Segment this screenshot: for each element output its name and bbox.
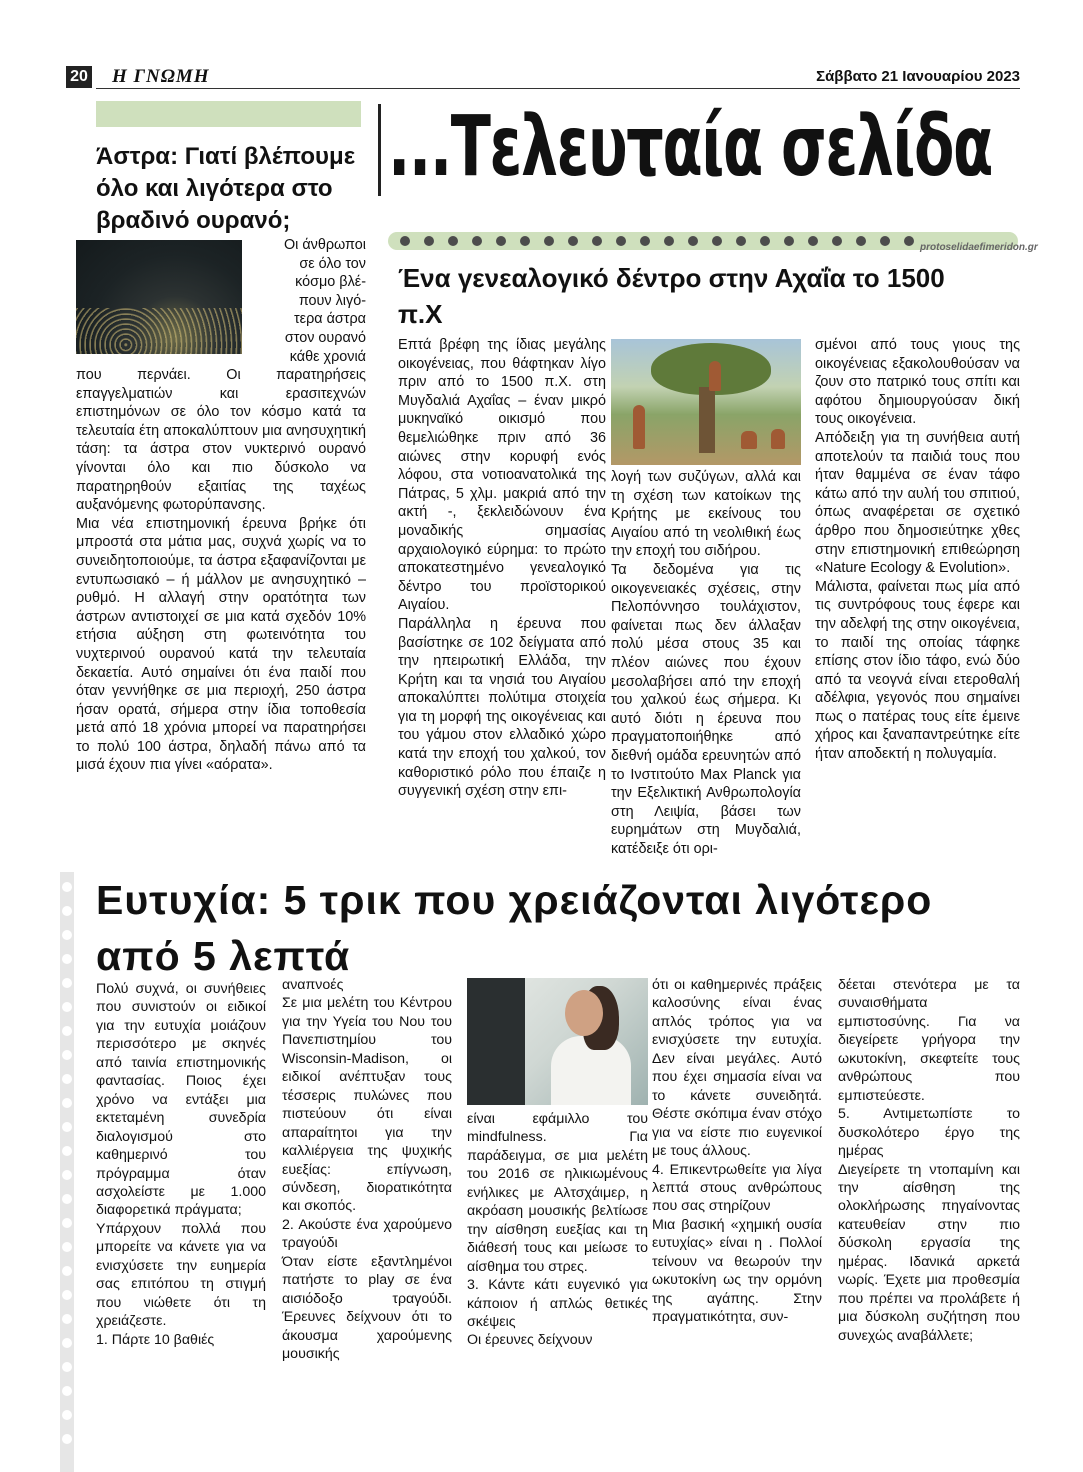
article-happiness-col3 — [467, 1110, 648, 1350]
text-line: κάθε χρονιά — [289, 348, 366, 365]
paragraph: 5. Αντιμετωπίστε το δυσκολότερο έργο της ημέρας — [838, 1106, 1020, 1160]
paragraph: 4. Επικεντρωθείτε για λίγα λεπτά στους ανθρώπους που σας στηρίζουν — [652, 1161, 822, 1215]
paragraph: Υπάρχουν πολλά που μπορείτε να κάνετε για να ενισχύσετε την ευημερία σας επιτόπου τη στιγμή που νιώθετε ότι τη χρειάζεστε. — [96, 1220, 266, 1330]
paragraph: σμένοι από τους γιους της οικογένειας εξακολουθούσαν να ζουν στο πατρικό τους σπίτι και αφότου δημιουργούσαν δική τους οικογένεια. — [815, 337, 1020, 428]
article-achaia-col1 — [398, 336, 606, 801]
paragraph: 2. Ακούστε ένα χαρούμενο τραγούδι — [282, 1216, 452, 1252]
page-number: 20 — [66, 66, 92, 88]
article-achaia-col2 — [611, 468, 801, 858]
article-achaia-col3 — [815, 336, 1020, 764]
paragraph: Διεγείρετε τη ντοπαμίνη και την αίσθηση της ολοκλήρωσης πηγαίνοντας κατευθείαν στην πιο δύσκολη εργασία της ημέρας. Ιδανικά αρκετά νωρίς. Έχετε μια προθεσμία που πρέπει να προλάβετε ή μια δύσκολη συζήτηση που συνεχώς αναβάλλετε; — [838, 1161, 1020, 1344]
smiling-woman-photo — [467, 978, 648, 1105]
article-happiness-col2 — [282, 976, 452, 1364]
article-stars-title: Άστρα: Γιατί βλέπουμε όλο και λιγότερα στο βραδινό ουρανό; — [96, 143, 356, 234]
paragraph: δέεται στενότερα με τα συναισθήματα εμπιστοσύνης. Για να διεγείρετε γρήγορα την ωκυτοκίνη, σκεφτείτε τους ανθρώπους που εμπιστεύεστε. — [838, 977, 1020, 1104]
paragraph: Μια βασική «χημική ουσία ευτυχίας» είναι η . Πολλοί τείνουν να θεωρούν την ωκυτοκίνη ως την ορμόνη της αγάπης. Στην πραγματικότητα, συν- — [652, 1216, 822, 1326]
paragraph: που περνάει. Οι παρατηρήσεις επαγγελματιών και ερασιτεχνών επιστημόνων σε όλο τον κόσμο κατά τα τελευταία έτη αποκαλύπτουν μια ανησυχητική τάση: τα άστρα στον νυκτερινό ουρανό γίνονται όλο και πιο δύσκολο να παρατηρηθούν εξαιτίας της ταχέως αυξανόμενης φωτορύπανσης. — [76, 367, 366, 514]
paragraph: είναι εφάμιλλο του mindfulness. Για παράδειγμα, σε μια μελέτη του 2016 σε ηλικιωμένους ενήλικες με Αλτσχάιμερ, η ακρόαση μουσικής βελτίωσε την αίσθηση ευεξίας και τη διάθεσή τους και μείωσε το αίσθημα του στρες. — [467, 1111, 648, 1275]
watermark: protoselidaefimeridon.gr — [920, 242, 1038, 253]
masthead-rule — [96, 88, 1020, 89]
text-line: Οι άνθρωποι — [283, 237, 366, 253]
article-stars-wrap — [248, 236, 366, 366]
article-happiness-col5 — [838, 976, 1020, 1345]
text-line: πουν λιγό- — [298, 292, 366, 309]
paragraph: ότι οι καθημερινές πράξεις καλοσύνης είναι ένας απλός τρόπος για να ενισχύσετε την ευτυχία. Δεν είναι μεγάλες. Αυτό που έχει σημασία είναι να το κάνετε συνειδητά. Θέστε σκόπιμα έναν στόχο για να είστε πιο ευγενικοί με τους άλλους. — [652, 977, 822, 1160]
text-line: σε όλο τον — [299, 255, 366, 272]
text-line: τερα άστρα — [294, 311, 366, 328]
paragraph: αναπνοές — [282, 977, 344, 993]
text-line: στον ουρανό — [284, 329, 366, 346]
article-happiness-col4 — [652, 976, 822, 1327]
paragraph: λογή των συζύγων, αλλά και τη σχέση των κατοίκων της Κρήτης με εκείνους του Αιγαίου από τη νεολιθική έως την εποχή του σιδήρου. — [611, 469, 801, 560]
article-achaia-title: Ένα γενεαλογικό δέντρο στην Αχαΐα το 1500 π.Χ — [398, 263, 945, 329]
paragraph: Όταν είστε εξαντλημένοι πατήστε το play σε ένα αισιόδοξο τραγούδι. Έρευνες δείχνουν ότι το άκουσμα χαρούμενης μουσικής — [282, 1253, 452, 1363]
paragraph: 3. Κάντε κάτι ευγενικό για κάποιον ή απλώς θετικές σκέψεις — [467, 1277, 648, 1330]
paragraph: Επτά βρέφη της ίδιας μεγάλης οικογένειας, που θάφτηκαν λίγο πριν από το 1500 π.Χ. στη Μυγδαλιά Αχαΐας – έναν μικρό μυκηναϊκό οικισμό που θεμελιώθηκε πριν από 36 αιώνες στην κορυφή ενός λόφου, στα νοτιοανατολικά της Πάτρας, 5 χλμ. μακριά από την ακτή -, ξεκλειδώνουν ένα μοναδικής σημασίας αρχαιολογικό εύρημα: το πρώτο αποκατεστημένο γενεαλογικό δέντρο του προϊστορικού Αιγαίου. — [398, 337, 606, 614]
paragraph: 1. Πάρτε 10 βαθιές — [96, 1331, 215, 1348]
masthead-logo: Η ΓΝΩΜΗ — [112, 66, 210, 87]
paragraph: Πολύ συχνά, οι συνήθειες που συνιστούν οι ειδικοί για την ευτυχία μοιάζουν περισσότερο με σκηνές από ταινία επιστημονικής φαντασίας. Ποιος έχει χρόνο να εντάξει μια εκτεταμένη συνεδρία διαλογισμού στο καθημερινό του πρόγραμμα όταν ασχολείστε με 1.000 διαφορετικά πράγματα; — [96, 981, 266, 1219]
paragraph: Μάλιστα, φαίνεται πως μία από τις συντρόφους τους έφερε και την αδελφή της στην οικογένεια, το παιδί της οποίας τάφηκε επίσης στον ίδιο τάφο, ενώ δύο από τα νεογνά είναι ετεροθαλή αδέλφια, γεγονός που σημαίνει πως ο πατέρας τους είτε έμεινε χήρος και ξαναπαντρεύτηκε είτε ήταν αποδεκτή η πολυγαμία. — [815, 578, 1020, 763]
section-divider — [378, 104, 381, 196]
article-happiness-title: Ευτυχία: 5 τρικ που χρειάζονται λιγότερο από 5 λεπτά — [96, 877, 933, 979]
article-stars-body — [76, 366, 366, 775]
prehistoric-illustration — [611, 339, 801, 465]
green-band — [96, 101, 361, 127]
paragraph: Τα δεδομένα για τις οικογενειακές σχέσεις, στην Πελοπόννησο τουλάχιστον, φαίνεται πως δεν άλλαξαν πολύ μέσα στους 35 και πλέον αιώνες που έχουν μεσολαβήσει από την εποχή του χαλκού έως σήμερα. Κι αυτό διότι η έρευνα που πραγματοποιήθηκε από διεθνή ομάδα ερευνητών από το Ινστιτούτο Max Planck για την Εξελικτική Ανθρωπολογία στη Λειψία, βάσει των ευρημάτων στη Μυγδαλιά, κατέδειξε ότι ορι- — [611, 561, 801, 857]
article-happiness-col1 — [96, 980, 266, 1349]
paragraph: Μια νέα επιστημονική έρευνα βρήκε ότι μπροστά στα μάτια μας, συχνά χωρίς να το συνειδητοποιούμε, τα άστρα εξαφανίζονται με εντυπωσιακό – ή μάλλον με ανησυχητικό – ρυθμό. Η αλλαγή στην ορατότητα των άστρων αντιστοιχεί σε μια κατά σχεδόν 10% ετήσια αύξηση στη φωτεινότητα του νυχτερινού ουρανού κατά την τελευταία δεκαετία. Αυτό σημαίνει ότι ένα παιδί που όταν γεννήθηκε σε μια περιοχή, 250 άστρα ήσαν ορατά, σήμερα στην ίδια τοποθεσία μετά από 18 χρόνια μπορεί να παρατηρήσει το πολύ 100 άστρα, δηλαδή πάνω από τα μισά έχουν πια γίνει «αόρατα». — [76, 515, 366, 774]
paragraph: Παράλληλα η έρευνα που βασίστηκε σε 102 δείγματα από την ηπειρωτική Ελλάδα, την Κρήτη και τα νησιά του Αιγαίου αποκαλύπτει πολύτιμα στοιχεία για τη μορφή της οικογένειας και του γάμου στον ελλαδικό χώρο κατά την εποχή του χαλκού, τον καθοριστικό ρόλο που έπαιζε η συγγενική σχέση στην επι- — [398, 615, 606, 800]
issue-date: Σάββατο 21 Ιανουαρίου 2023 — [816, 68, 1020, 85]
paragraph: Σε μια μελέτη του Κέντρου για την Υγεία του Νου του Πανεπιστημίου του Wisconsin-Madison, οι ειδικοί ανέπτυξαν τους τέσσερις πυλώνες που πιστεύουν ότι είναι απαραίτητοι για την καλλιέργεια της ψυχικής ευεξίας: επίγνωση, σύνδεση, διορατικότητα και σκοπός. — [282, 995, 452, 1215]
night-city-photo — [76, 240, 242, 354]
film-strip-border — [60, 872, 74, 1472]
text-line: κόσμο βλέ- — [295, 274, 366, 291]
paragraph: Απόδειξη για τη συνήθεια αυτή αποτελούν τα παιδιά τους που ήταν θαμμένα σε έναν τάφο κάτω από την αυλή του σπιτιού, όπως αναφέρεται σε σχετικό άρθρο που δημοσιεύτηκε χθες στην επιστημονική επιθεώρηση «Nature Ecology & Evolution». — [815, 429, 1020, 577]
paragraph: Οι έρευνες δείχνουν — [467, 1332, 593, 1349]
section-title: ...Τελευταία σελίδα — [388, 97, 993, 195]
